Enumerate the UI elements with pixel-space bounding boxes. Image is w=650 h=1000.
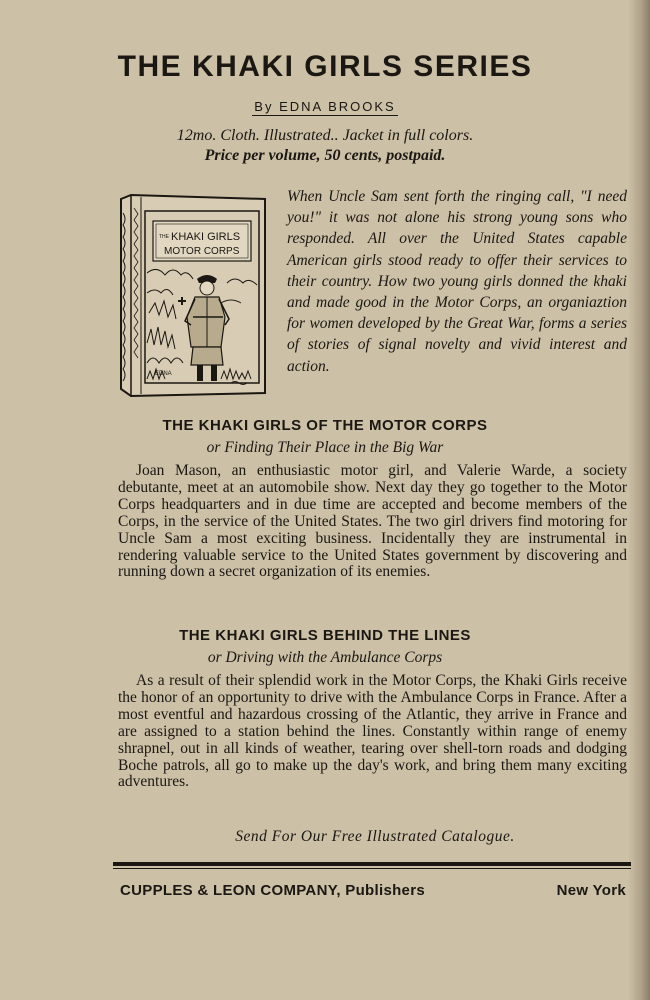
cover-title-prefix: THE	[159, 234, 169, 240]
publisher-city: New York	[556, 882, 626, 899]
author-byline-text: By EDNA BROOKS	[254, 99, 396, 114]
book-2-title: THE KHAKI GIRLS BEHIND THE LINES	[179, 627, 471, 644]
cover-author-mark: EDNA	[155, 371, 172, 377]
series-intro: When Uncle Sam sent forth the ringing call, "I need you!" it was not alone his strong young sons who responded. All over the United States capable American girls stood ready to offer their services to their country. How two young girls donned the khaki and made good in the Motor Corps, an organiaztion for women developed by the Great War, forms a series of stories of signal novelty and vivid interest and action.	[287, 188, 627, 375]
series-title: THE KHAKI GIRLS SERIES	[117, 50, 533, 83]
book-1-description: Joan Mason, an enthusiastic motor girl, and Valerie Warde, a society debutante, meet at an automobile show. Next day they go together to the Motor Corps headquarters and in due time are accepted and become members of the Corps, in the service of the United States. The two girl drivers find motoring for Uncle Sam a most exciting business. Incidentally they are instrumental in rendering valuable service to the United States government by discovering and running down a secret organization of its enemies.	[118, 462, 627, 581]
book-1-subtitle: or Finding Their Place in the Big War	[206, 439, 444, 456]
price-line: Price per volume, 50 cents, postpaid.	[204, 147, 446, 164]
publisher-name: CUPPLES & LEON COMPANY, Publishers	[120, 882, 425, 899]
author-byline	[0, 99, 650, 114]
catalogue-offer: Send For Our Free Illustrated Catalogue.	[235, 828, 515, 845]
book-2-description: As a result of their splendid work in the Motor Corps, the Khaki Girls receive the honor of an opportunity to drive with the Ambulance Corps in France. After a most eventful and hazardous crossing of the Atlantic, they arrive in France and are assigned to a station behind the lines. Constantly within range of enemy shrapnel, out in all kinds of weather, tearing over shell-torn roads and dodging Boche patrols, all go to make up the day's work, and bring them many exciting adventures.	[118, 672, 627, 791]
footer-rule-thick	[113, 862, 631, 866]
footer-rule-thin	[113, 868, 631, 869]
book-2-subtitle: or Driving with the Ambulance Corps	[207, 649, 443, 666]
cover-title-line2: MOTOR CORPS	[164, 246, 240, 257]
book-cover-illustration	[117, 193, 269, 398]
book-1-title: THE KHAKI GIRLS OF THE MOTOR CORPS	[162, 417, 488, 434]
cover-title-line1: KHAKI GIRLS	[171, 231, 241, 243]
format-line: 12mo. Cloth. Illustrated.. Jacket in full colors.	[176, 127, 474, 144]
